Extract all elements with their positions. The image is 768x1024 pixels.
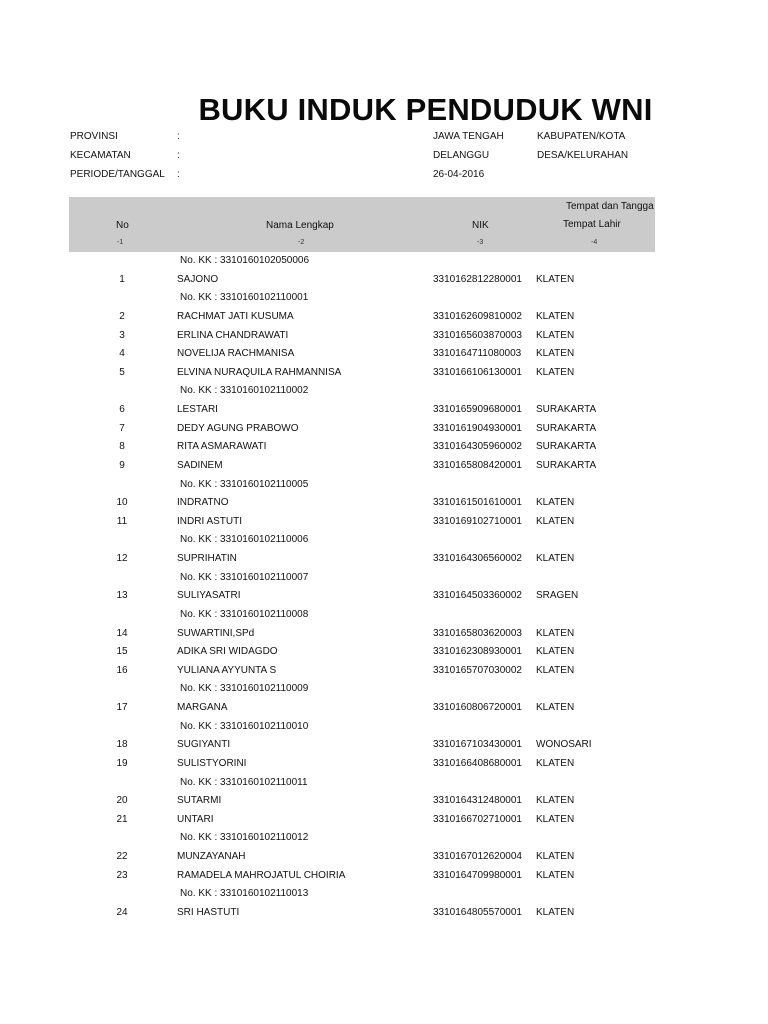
row-nama: MUNZAYANAH	[177, 851, 246, 862]
table-row	[0, 421, 768, 440]
row-tempat-lahir: KLATEN	[536, 497, 575, 509]
row-tempat-lahir: SURAKARTA	[536, 441, 597, 453]
row-no: 8	[119, 441, 125, 453]
kk-row	[0, 775, 768, 794]
row-tempat-lahir: KLATEN	[536, 366, 575, 378]
row-nik: 3310164306560002	[433, 553, 522, 564]
row-nik: 3310165603870003	[433, 329, 522, 341]
kk-number: No. KK : 3310160102110006	[180, 534, 309, 546]
table-row	[0, 756, 768, 775]
row-tempat-lahir: KLATEN	[536, 851, 575, 862]
row-nama: ERLINA CHANDRAWATI	[177, 329, 289, 341]
table-row	[0, 588, 768, 607]
kk-row	[0, 719, 768, 738]
row-tempat-lahir: SURAKARTA	[536, 459, 597, 471]
row-nama: UNTARI	[177, 813, 214, 825]
table-row	[0, 737, 768, 756]
kk-number: No. KK : 3310160102110001	[180, 292, 309, 304]
document-title: BUKU INDUK PENDUDUK WNI	[198, 92, 653, 127]
row-nik: 3310164312480001	[433, 795, 522, 807]
meta-label-secondary: KABUPATEN/KOTA	[537, 131, 626, 142]
kk-row	[0, 477, 768, 496]
row-no: 15	[116, 646, 128, 658]
kk-row	[0, 886, 768, 905]
row-tempat-lahir: KLATEN	[536, 869, 575, 881]
row-no: 2	[119, 310, 125, 322]
row-tempat-lahir: SURAKARTA	[536, 404, 597, 415]
row-no: 11	[116, 515, 128, 527]
column-header-nik: NIK	[472, 220, 489, 231]
table-row	[0, 868, 768, 887]
kk-number: No. KK : 3310160102110007	[180, 571, 309, 583]
column-header-tempat-lahir: Tempat Lahir	[563, 219, 621, 230]
row-no: 14	[116, 627, 128, 639]
row-no: 5	[119, 366, 125, 378]
meta-colon: :	[177, 169, 180, 180]
row-nama: RAMADELA MAHROJATUL CHOIRIA	[177, 869, 346, 881]
row-no: 21	[116, 813, 128, 825]
row-nama: SULIYASATRI	[177, 590, 241, 602]
column-header-tempat-tanggal: Tempat dan Tangga	[566, 201, 654, 212]
table-row	[0, 551, 768, 570]
kk-row	[0, 383, 768, 402]
kk-number: No. KK : 3310160102110002	[180, 385, 309, 397]
row-nama: DEDY AGUNG PRABOWO	[177, 422, 299, 434]
meta-label: PERIODE/TANGGAL	[70, 169, 165, 180]
row-tempat-lahir: KLATEN	[536, 515, 575, 527]
kk-number: No. KK : 3310160102110009	[180, 683, 309, 695]
row-nama: RACHMAT JATI KUSUMA	[177, 310, 294, 322]
table-row	[0, 663, 768, 682]
row-no: 19	[116, 757, 128, 769]
table-row	[0, 495, 768, 514]
table-body	[0, 253, 768, 924]
row-nik: 3310162609810002	[433, 310, 522, 322]
row-nama: YULIANA AYYUNTA S	[177, 664, 277, 676]
meta-colon: :	[177, 150, 180, 161]
row-tempat-lahir: KLATEN	[536, 757, 575, 769]
row-nama: SUGIYANTI	[177, 739, 231, 751]
kk-row	[0, 532, 768, 551]
table-row	[0, 309, 768, 328]
row-tempat-lahir: KLATEN	[536, 553, 575, 564]
row-nik: 3310160806720001	[433, 702, 522, 713]
kk-row	[0, 253, 768, 272]
column-header-no: No	[116, 220, 129, 231]
row-tempat-lahir: KLATEN	[536, 664, 575, 676]
meta-value: DELANGGU	[433, 150, 490, 161]
row-tempat-lahir: KLATEN	[536, 329, 575, 341]
row-no: 18	[116, 739, 128, 751]
meta-label: KECAMATAN	[70, 150, 131, 161]
row-nama: LESTARI	[177, 404, 218, 415]
row-tempat-lahir: KLATEN	[536, 813, 575, 825]
row-no: 3	[119, 329, 125, 341]
row-no: 17	[116, 702, 128, 713]
row-no: 4	[119, 348, 125, 360]
row-nik: 3310165707030002	[433, 664, 522, 676]
row-nik: 3310165803620003	[433, 627, 522, 639]
row-nik: 3310164503360002	[433, 590, 522, 602]
row-nama: ELVINA NURAQUILA RAHMANNISA	[177, 366, 342, 378]
meta-label: PROVINSI	[70, 131, 118, 142]
row-no: 9	[119, 459, 125, 471]
table-row	[0, 272, 768, 291]
table-row	[0, 365, 768, 384]
kk-number: No. KK : 3310160102110011	[180, 776, 308, 788]
kk-number: No. KK : 3310160102110012	[180, 832, 309, 844]
row-no: 23	[116, 869, 128, 881]
table-header	[69, 197, 655, 252]
meta-row-kecamatan	[0, 150, 768, 168]
column-number: -1	[117, 239, 124, 246]
table-row	[0, 514, 768, 533]
row-nama: SULISTYORINI	[177, 757, 247, 769]
row-no: 7	[119, 422, 125, 434]
row-no: 6	[119, 404, 125, 415]
row-nama: SAJONO	[177, 273, 219, 285]
row-nik: 3310164305960002	[433, 441, 522, 453]
meta-row-provinsi	[0, 131, 768, 149]
table-row	[0, 402, 768, 421]
row-nama: INDRATNO	[177, 497, 229, 509]
table-row	[0, 439, 768, 458]
meta-value: 26-04-2016	[433, 169, 485, 180]
column-number: -3	[477, 239, 484, 246]
meta-row-periode	[0, 169, 768, 187]
meta-label-secondary: DESA/KELURAHAN	[537, 150, 629, 161]
column-number: -2	[298, 239, 305, 246]
row-nik: 3310162308930001	[433, 646, 522, 658]
row-no: 1	[119, 273, 125, 285]
kk-row	[0, 681, 768, 700]
meta-colon: :	[177, 131, 180, 142]
row-no: 12	[116, 553, 128, 564]
kk-number: No. KK : 3310160102050006	[180, 255, 309, 266]
row-tempat-lahir: KLATEN	[536, 702, 575, 713]
row-nama: RITA ASMARAWATI	[177, 441, 267, 453]
table-row	[0, 328, 768, 347]
row-tempat-lahir: SRAGEN	[536, 590, 579, 602]
row-nik: 3310169102710001	[433, 515, 522, 527]
table-row	[0, 700, 768, 719]
row-nama: SUWARTINI,SPd	[177, 627, 255, 639]
kk-number: No. KK : 3310160102110005	[180, 478, 309, 490]
row-no: 16	[116, 664, 128, 676]
kk-number: No. KK : 3310160102110013	[180, 888, 309, 900]
row-nama: ADIKA SRI WIDAGDO	[177, 646, 278, 658]
row-tempat-lahir: KLATEN	[536, 627, 575, 639]
table-row	[0, 626, 768, 645]
row-nik: 3310166702710001	[433, 813, 522, 825]
table-row	[0, 812, 768, 831]
row-no: 13	[116, 590, 128, 602]
row-nik: 3310161501610001	[433, 497, 522, 509]
kk-number: No. KK : 3310160102110010	[180, 720, 309, 732]
kk-row	[0, 830, 768, 849]
row-tempat-lahir: KLATEN	[536, 795, 575, 807]
row-no: 22	[116, 851, 128, 862]
kk-row	[0, 290, 768, 309]
table-row	[0, 849, 768, 868]
row-nik: 3310165909680001	[433, 404, 522, 415]
row-tempat-lahir: KLATEN	[536, 273, 575, 285]
row-nama: SUTARMI	[177, 795, 222, 807]
row-no: 20	[116, 795, 128, 807]
row-nik: 3310167103430001	[433, 739, 522, 751]
meta-value: JAWA TENGAH	[433, 131, 504, 142]
table-row	[0, 905, 768, 924]
row-tempat-lahir: KLATEN	[536, 348, 575, 360]
row-nik: 3310165808420001	[433, 459, 522, 471]
table-row	[0, 346, 768, 365]
table-row	[0, 644, 768, 663]
row-nik: 3310164711080003	[433, 348, 522, 360]
row-nik: 3310166106130001	[433, 366, 522, 378]
table-row	[0, 458, 768, 477]
row-no: 10	[116, 497, 128, 509]
row-nama: SADINEM	[177, 459, 223, 471]
column-number: -4	[591, 239, 598, 246]
row-tempat-lahir: KLATEN	[536, 646, 575, 658]
row-nama: NOVELIJA RACHMANISA	[177, 348, 295, 360]
row-tempat-lahir: KLATEN	[536, 906, 575, 918]
row-tempat-lahir: WONOSARI	[536, 739, 592, 751]
row-nama: INDRI ASTUTI	[177, 515, 243, 527]
row-tempat-lahir: KLATEN	[536, 310, 575, 322]
row-tempat-lahir: SURAKARTA	[536, 422, 597, 434]
kk-number: No. KK : 3310160102110008	[180, 608, 309, 620]
row-nik: 3310164709980001	[433, 869, 522, 881]
row-no: 24	[116, 906, 128, 918]
row-nama: SUPRIHATIN	[177, 553, 237, 564]
row-nik: 3310164805570001	[433, 906, 522, 918]
row-nama: MARGANA	[177, 702, 228, 713]
row-nik: 3310161904930001	[433, 422, 522, 434]
row-nik: 3310167012620004	[433, 851, 522, 862]
row-nik: 3310162812280001	[433, 273, 522, 285]
table-row	[0, 793, 768, 812]
row-nama: SRI HASTUTI	[177, 906, 240, 918]
kk-row	[0, 570, 768, 589]
row-nik: 3310166408680001	[433, 757, 522, 769]
kk-row	[0, 607, 768, 626]
column-header-nama: Nama Lengkap	[266, 220, 334, 231]
